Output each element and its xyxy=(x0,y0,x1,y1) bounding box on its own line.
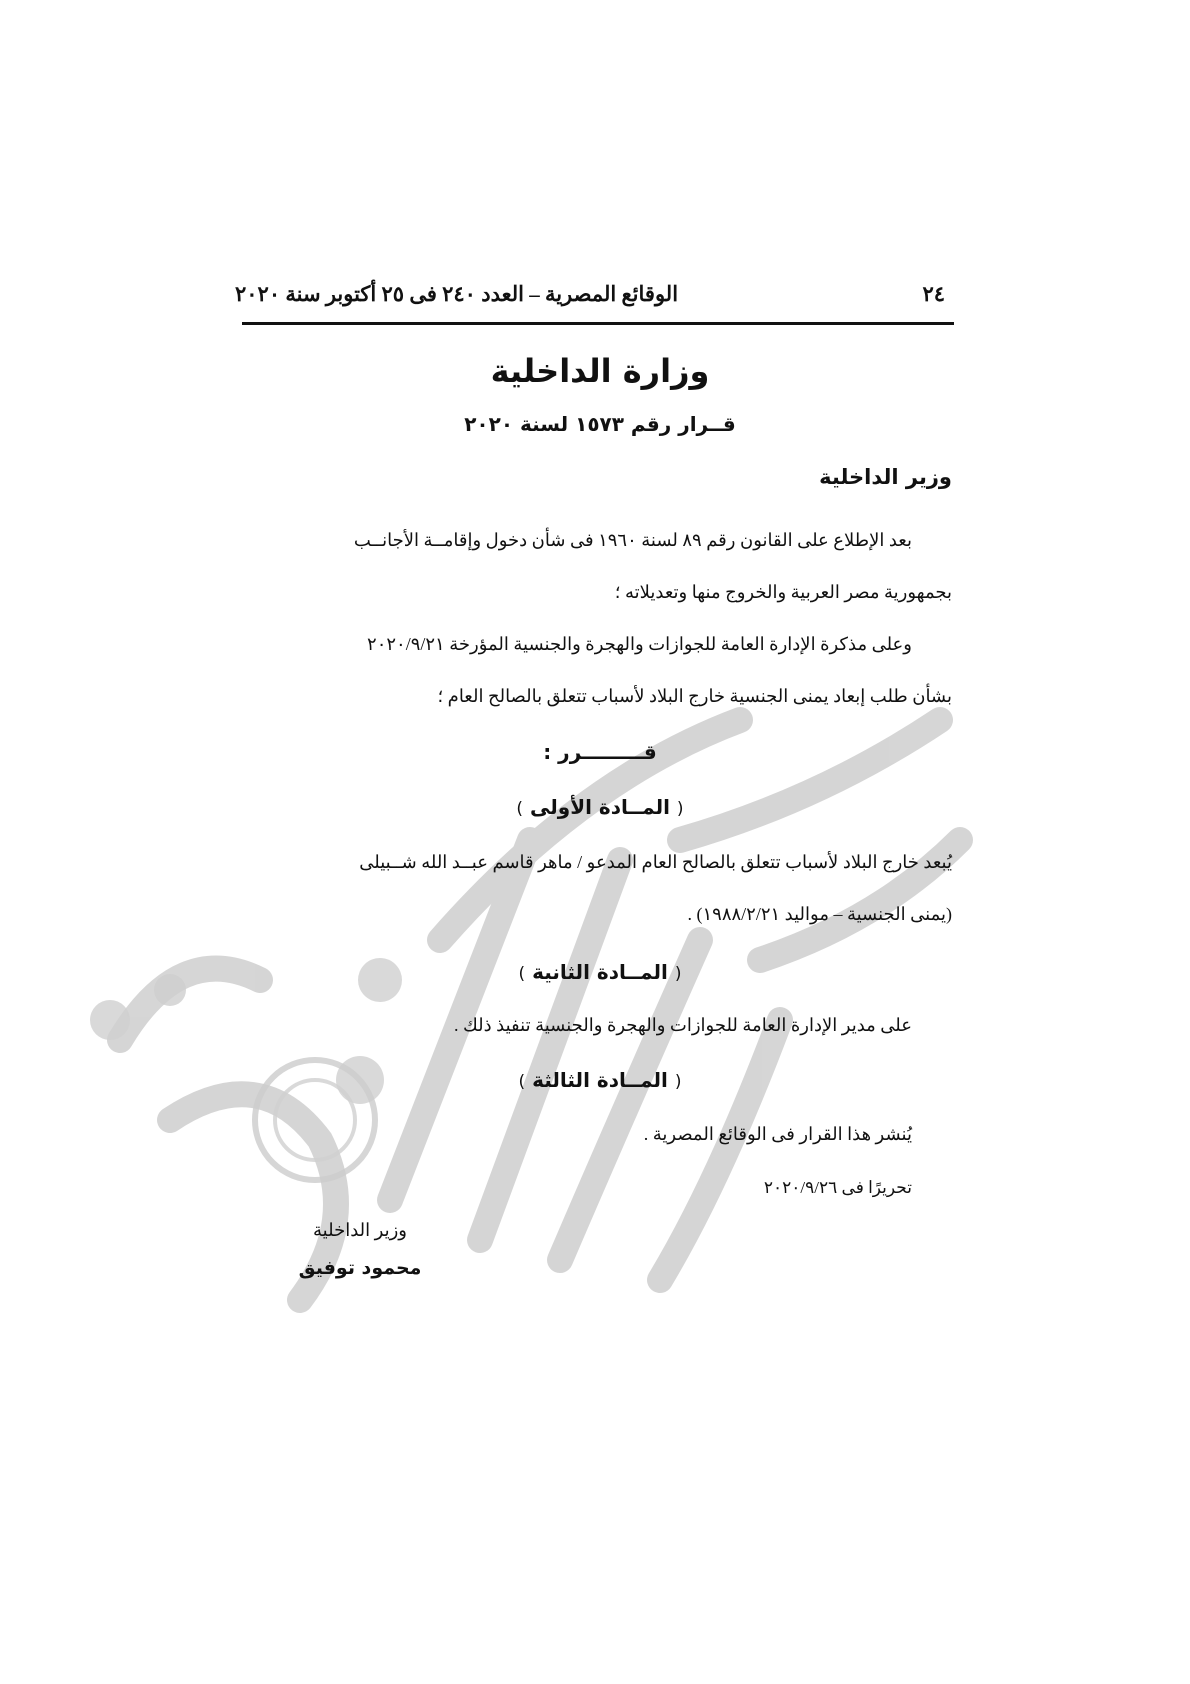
decided-heading: قـــــــــرر : xyxy=(543,740,657,764)
running-header xyxy=(235,272,945,316)
header-rule xyxy=(242,322,954,325)
article-3-line-1: يُنشر هذا القرار فى الوقائع المصرية . xyxy=(643,1124,912,1144)
page-number: ٢٤ xyxy=(922,281,945,306)
article-1-line-2: (يمنى الجنسية – مواليد ١٩٨٨/٢/٢١) . xyxy=(687,904,952,924)
issuer-heading: وزير الداخلية xyxy=(819,465,952,489)
signature-title: وزير الداخلية xyxy=(313,1220,407,1240)
paren-close: ) xyxy=(516,799,524,819)
article-heading-text: المــادة الثانية xyxy=(532,960,668,984)
signature-name: محمود توفيق xyxy=(298,1257,422,1279)
preamble-line-2: بجمهورية مصر العربية والخروج منها وتعديلاته ؛ xyxy=(614,582,952,602)
article-heading-text: المــادة الثالثة xyxy=(532,1068,668,1092)
issue-date: تحريرًا فى ٢٠٢٠/٩/٢٦ xyxy=(763,1178,912,1197)
paren-open: ( xyxy=(674,964,682,984)
preamble-line-3: وعلى مذكرة الإدارة العامة للجوازات والهجرة والجنسية المؤرخة ٢٠٢٠/٩/٢١ xyxy=(367,634,912,654)
article-2-heading xyxy=(400,960,800,984)
decree-title: قــرار رقم ١٥٧٣ لسنة ٢٠٢٠ xyxy=(464,412,736,436)
preamble-line-1: بعد الإطلاع على القانون رقم ٨٩ لسنة ١٩٦٠ فى شأن دخول وإقامــة الأجانــب xyxy=(353,530,912,550)
paren-close: ) xyxy=(518,964,526,984)
article-heading-text: المــادة الأولى xyxy=(530,795,670,819)
article-1-line-1: يُبعد خارج البلاد لأسباب تتعلق بالصالح العام المدعو / ماهر قاسم عبــد الله شــبيلى xyxy=(359,852,952,872)
gazette-running-title: الوقائع المصرية – العدد ٢٤٠ فى ٢٥ أكتوبر سنة ٢٠٢٠ xyxy=(235,281,679,306)
ministry-title: وزارة الداخلية xyxy=(490,352,710,390)
article-2-line-1: على مدير الإدارة العامة للجوازات والهجرة والجنسية تنفيذ ذلك . xyxy=(453,1015,912,1035)
article-1-heading xyxy=(400,795,800,819)
paren-close: ) xyxy=(518,1072,526,1092)
article-3-heading xyxy=(400,1068,800,1092)
paren-open: ( xyxy=(676,799,684,819)
preamble-line-4: بشأن طلب إبعاد يمنى الجنسية خارج البلاد لأسباب تتعلق بالصالح العام ؛ xyxy=(437,686,952,706)
paren-open: ( xyxy=(674,1072,682,1092)
